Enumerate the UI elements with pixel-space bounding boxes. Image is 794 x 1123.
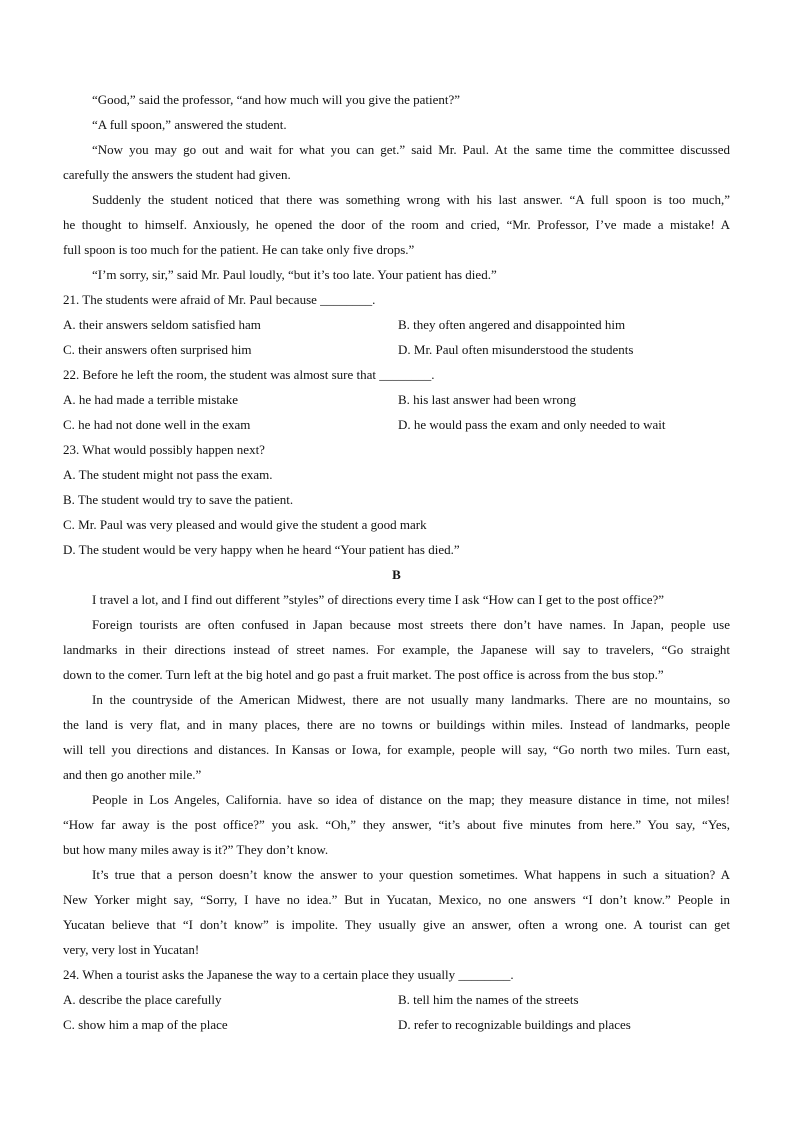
answer-option: B. tell him the names of the streets [398, 992, 579, 1007]
passage-line: In the countryside of the American Midwest, there are not usually many landmarks. There are no mountains, so [92, 692, 730, 707]
question-stem: 23. What would possibly happen next? [63, 442, 265, 457]
answer-option: A. he had made a terrible mistake [63, 392, 239, 407]
passage-line: It’s true that a person doesn’t know the answer to your question sometimes. What happens in such a situation? A [92, 867, 730, 882]
options-row [63, 987, 730, 1012]
answer-option: C. Mr. Paul was very pleased and would give the student a good mark [63, 517, 427, 532]
options-row [63, 312, 730, 337]
answer-option: D. refer to recognizable buildings and places [398, 1017, 631, 1032]
passage-line: Suddenly the student noticed that there was something wrong with his last answer. “A full spoon is too much,” [92, 192, 730, 207]
passage-line: down to the comer. Turn left at the big hotel and go past a fruit market. The post office is across from the bus stop.” [63, 667, 664, 682]
options-row [63, 387, 730, 412]
answer-option: D. The student would be very happy when he heard “Your patient has died.” [63, 542, 460, 557]
passage-line: “Good,” said the professor, “and how much will you give the patient?” [92, 92, 461, 107]
answer-option: A. describe the place carefully [63, 992, 222, 1007]
passage-line: New Yorker might say, “Sorry, I have no idea.” But in Yucatan, Mexico, no one answers “I don’t know.” People in [63, 892, 730, 907]
answer-option: C. show him a map of the place [63, 1017, 228, 1032]
question-stem: 21. The students were afraid of Mr. Paul because ________. [63, 292, 376, 307]
answer-option: B. they often angered and disappointed him [398, 317, 626, 332]
options-row [63, 337, 730, 362]
passage-line: but how many miles away is it?” They don’t know. [63, 842, 329, 857]
options-row [63, 1012, 730, 1037]
answer-option: D. he would pass the exam and only needed to wait [398, 417, 666, 432]
answer-option: B. his last answer had been wrong [398, 392, 576, 407]
answer-option: C. their answers often surprised him [63, 342, 252, 357]
passage-line: “How far away is the post office?” you ask. “Oh,” they answer, “it’s about five minutes from here.” You say, “Yes, [63, 817, 730, 832]
passage-line: the land is very flat, and in many places, there are no towns or buildings within miles. Instead of landmarks, people [63, 717, 730, 732]
question-stem: 22. Before he left the room, the student was almost sure that ________. [63, 367, 435, 382]
section-heading: B [392, 567, 401, 582]
passage-line: landmarks in their directions instead of street names. For example, the Japanese will say to travelers, “Go straight [63, 642, 730, 657]
exam-page [63, 87, 730, 1037]
passage-line: Yucatan believe that “I don’t know” is impolite. They usually give an answer, often a wrong one. A tourist can get [63, 917, 730, 932]
passage-line: “I’m sorry, sir,” said Mr. Paul loudly, “but it’s too late. Your patient has died.” [92, 267, 497, 282]
passage-line: he thought to himself. Anxiously, he opened the door of the room and cried, “Mr. Professor, I’ve made a mistake! A [63, 217, 730, 232]
answer-option: B. The student would try to save the patient. [63, 492, 294, 507]
passage-line: carefully the answers the student had given. [63, 167, 291, 182]
passage-line: “Now you may go out and wait for what you can get.” said Mr. Paul. At the same time the committee discussed [92, 142, 730, 157]
passage-line: Foreign tourists are often confused in Japan because most streets there don’t have names. In Japan, people use [92, 617, 730, 632]
passage-line: will tell you directions and distances. In Kansas or Iowa, for example, people will say, “Go north two miles. Turn east, [63, 742, 730, 757]
options-row [63, 412, 730, 437]
answer-option: A. their answers seldom satisfied ham [63, 317, 261, 332]
passage-line: “A full spoon,” answered the student. [92, 117, 287, 132]
answer-option: D. Mr. Paul often misunderstood the students [398, 342, 634, 357]
question-stem: 24. When a tourist asks the Japanese the way to a certain place they usually ________. [63, 967, 514, 982]
passage-line: very, very lost in Yucatan! [63, 942, 200, 957]
passage-line: I travel a lot, and I find out different ”styles” of directions every time I ask “How can I get to the post office?” [92, 592, 665, 607]
answer-option: A. The student might not pass the exam. [63, 467, 273, 482]
passage-line: and then go another mile.” [63, 767, 202, 782]
passage-line: People in Los Angeles, California. have so idea of distance on the map; they measure distance in time, not miles! [92, 792, 730, 807]
answer-option: C. he had not done well in the exam [63, 417, 251, 432]
passage-line: full spoon is too much for the patient. He can take only five drops.” [63, 242, 415, 257]
